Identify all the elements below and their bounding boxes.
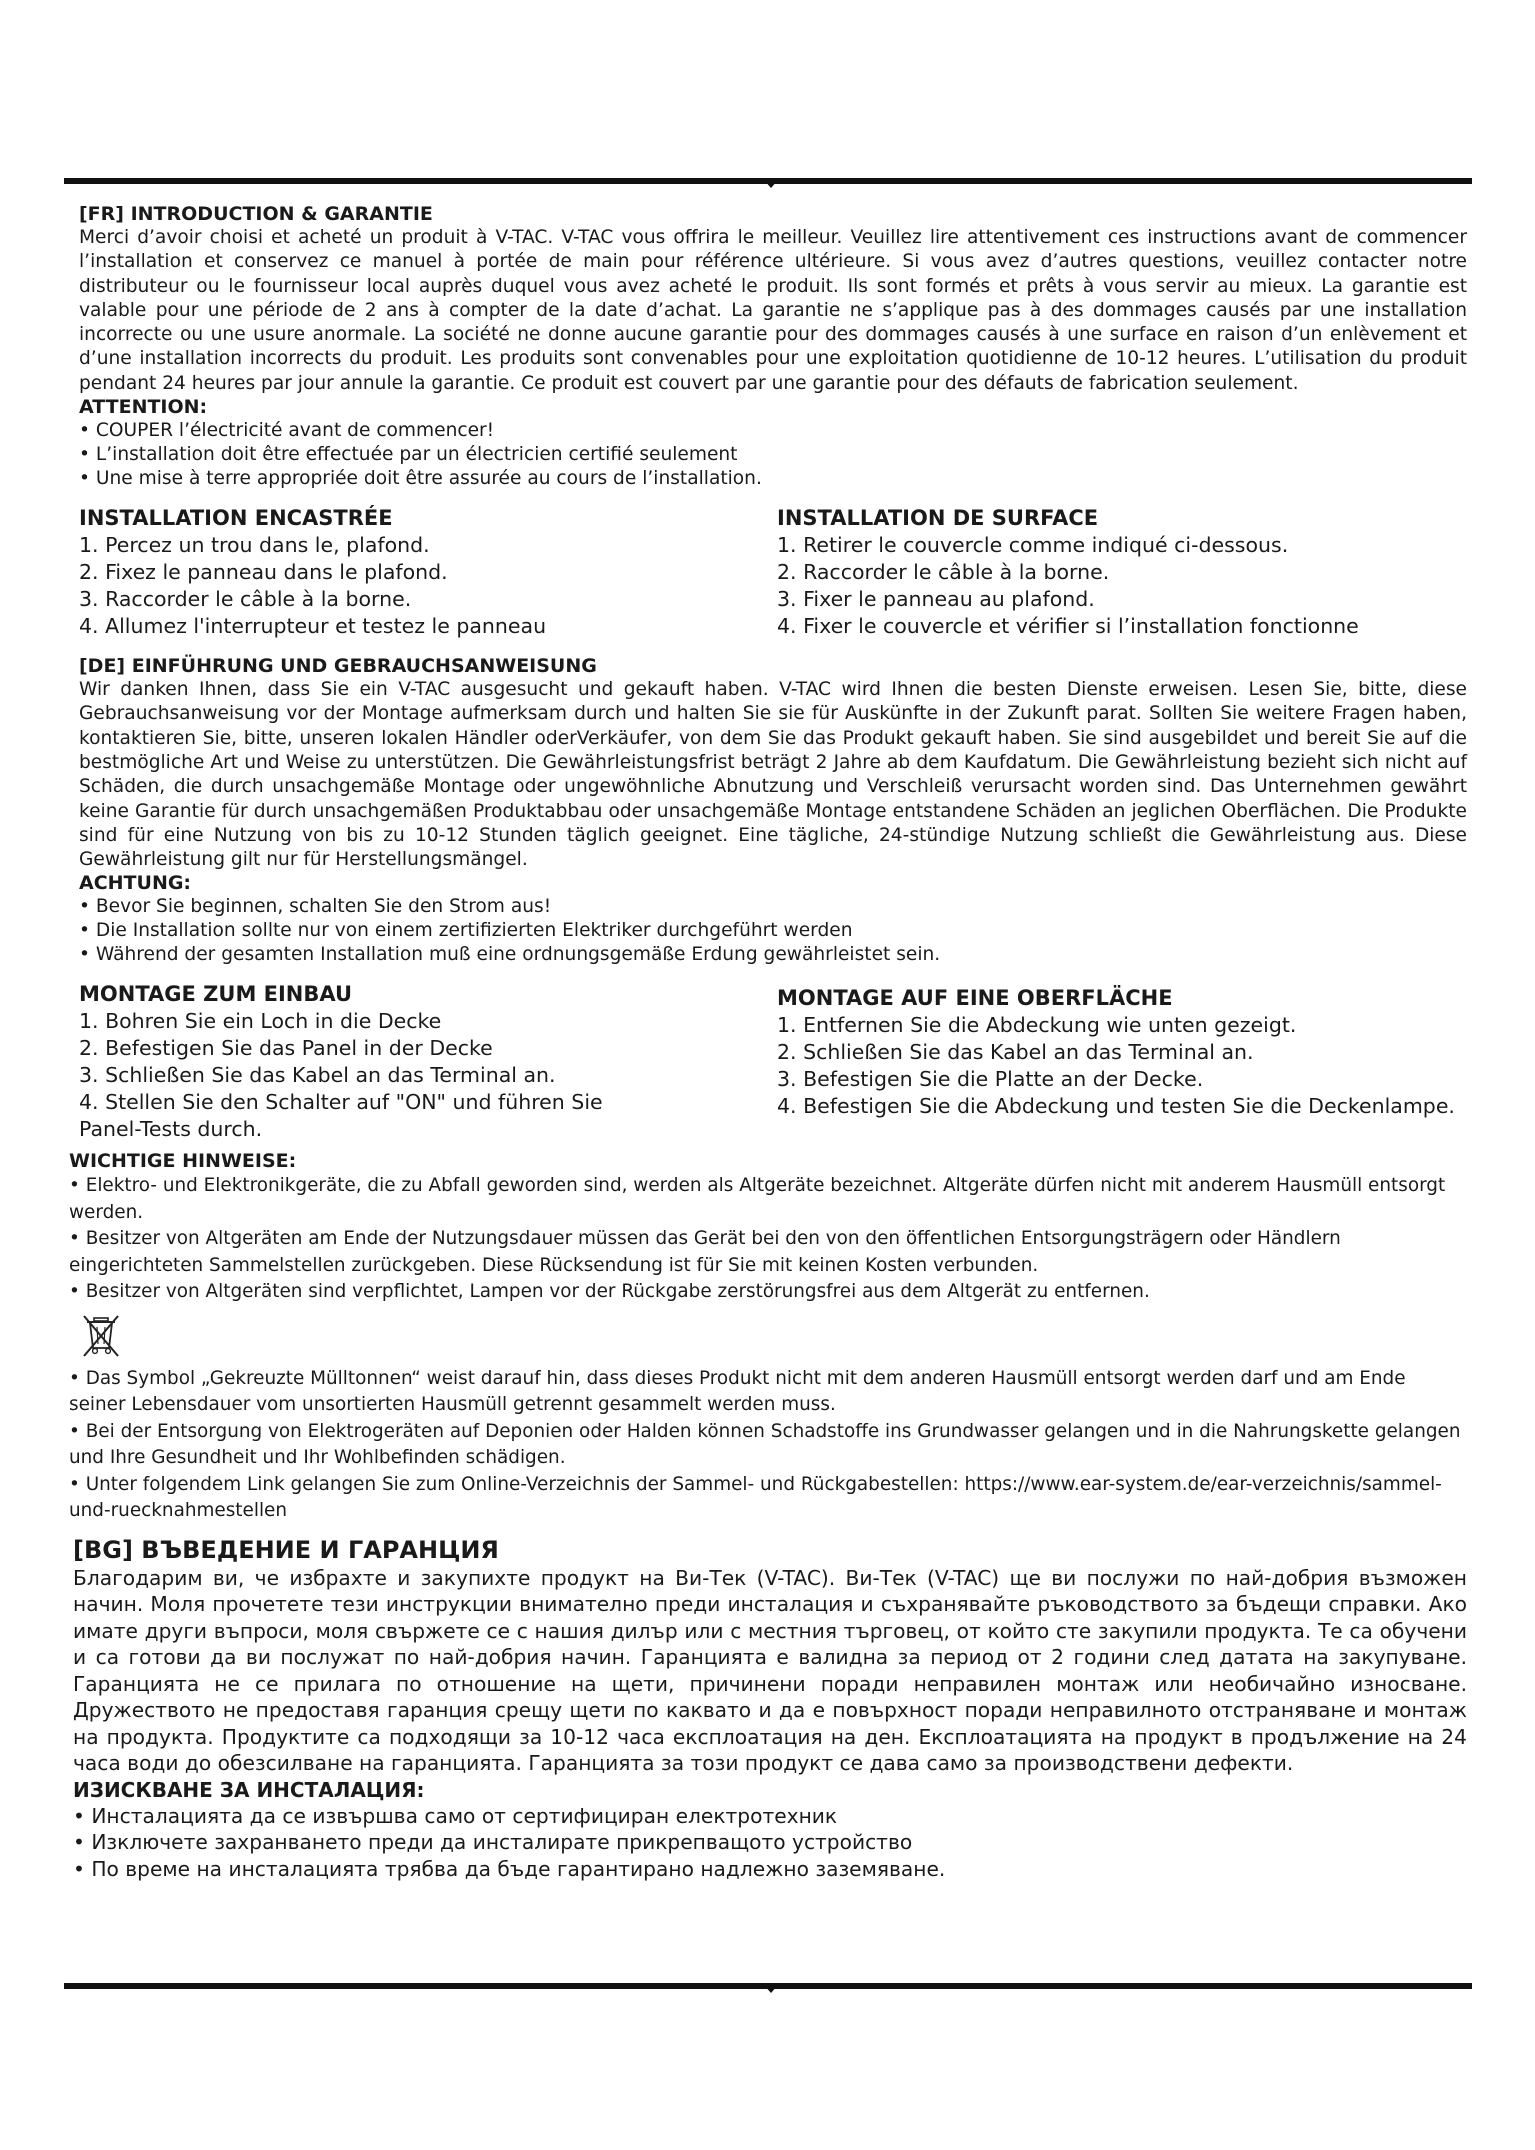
document-body (69, 202, 1467, 1882)
top-divider (64, 178, 1472, 184)
step-item: 4. Fixer le couvercle et vérifier si l’installation fonctionne (777, 614, 1359, 639)
de-surface-steps (777, 1012, 1467, 1120)
de-intro: Wir danken Ihnen, dass Sie ein V-TAC ausgesucht und gekauft haben. V-TAC wird Ihnen die besten Dienste erweisen. Lesen Sie, bitte, diese Gebrauchsanweisung vor der Montage aufmerksam durch und halten Sie sie für Auskünfte in der Zukunft parat. Sollten Sie weitere Fragen haben, kontaktieren Sie, bitte, unseren lokalen Händler oderVerkäufer, von dem Sie das Produkt gekauft haben. Sie sind ausgebildet und bereit Sie auf die bestmögliche Art und Weise zu unterstützen. Die Gewährleistungsfrist beträgt 2 Jahre ab dem Kaufdatum. Die Gewährleistung bezieht sich nicht auf Schäden, die durch unsachgemäße Montage oder ungewöhnliche Abnutzung und Verschleiß verursacht worden sind. Das Unternehmen gewährt keine Garantie für durch unsachgemäßen Produktabbau oder unsachgemäße Montage entstandene Schäden an jeglichen Oberflächen. Die Produkte sind für eine Nutzung von bis zu 10-12 Stunden täglich geeignet. Eine tägliche, 24-stündige Nutzung schließt die Gewährleistung aus. Diese Gewährleistung gilt nur für Herstellungsmängel. (79, 679, 1467, 871)
list-item: • Während der gesamten Installation muß eine ordnungsgemäße Erdung gewährleistet sein. (79, 943, 1467, 967)
de-recessed-steps (79, 1008, 639, 1143)
step-item: 3. Befestigen Sie die Platte an der Decke. (777, 1067, 1204, 1092)
step-item: 4. Befestigen Sie die Abdeckung und testen Sie die Deckenlampe. (777, 1094, 1455, 1119)
list-item: • Изключете захранването преди да инсталирате прикрепващото устройство (73, 1829, 1467, 1856)
note-paragraph: • Besitzer von Altgeräten am Ende der Nutzungsdauer müssen das Gerät bei den von den öffentlichen Entsorgungsträgern oder Händlern eingerichteten Sammelstellen zurückgeben. Diese Rücksendung ist für Sie mit keinen Kosten verbunden. (69, 1228, 1341, 1276)
de-recessed-title: MONTAGE ZUM EINBAU (79, 982, 353, 1007)
bg-requirements-label: ИЗИСКВАНЕ ЗА ИНСТАЛАЦИЯ: (73, 1777, 425, 1802)
step-item: 3. Raccorder le câble à la borne. (79, 587, 412, 612)
fr-installation-columns (79, 505, 1467, 640)
step-item: 1. Bohren Sie ein Loch in die Decke (79, 1009, 442, 1034)
fr-attention-list (79, 419, 1467, 491)
fr-surface-column (777, 505, 1467, 640)
fr-title: [FR] INTRODUCTION & GARANTIE (79, 203, 433, 225)
fr-surface-steps (777, 532, 1467, 640)
bg-section (73, 1535, 1467, 1883)
fr-recessed-title: INSTALLATION ENCASTRÉE (79, 506, 393, 531)
step-item: 4. Allumez l'interrupteur et testez le panneau (79, 614, 547, 639)
list-item: • COUPER l’électricité avant de commencer! (79, 419, 1467, 443)
step-item: 3. Schließen Sie das Kabel an das Terminal an. (79, 1063, 556, 1088)
fr-intro: Merci d’avoir choisi et acheté un produit à V-TAC. V-TAC vous offrira le meilleur. Veuillez lire attentivement ces instructions avant de commencer l’installation et conservez ce manuel à portée de main pour référence ultérieure. Si vous avez d’autres questions, veuillez contacter notre distributeur ou le fournisseur local auprès duquel vous avez acheté le produit. Ils sont formés et prêts à vous servir au mieux. La garantie est valable pour une période de 2 ans à compter de la date d’achat. La garantie ne s’applique pas à des dommages causés par une installation incorrecte ou une usure anormale. La société ne donne aucune garantie pour des dommages causés à une surface en raison d’un enlèvement et d’une installation incorrects du produit. Les produits sont convenables pour une exploitation quotidienne de 10-12 heures. L’utilisation du produit pendant 24 heures par jour annule la garantie. Ce produit est couvert par une garantie pour des défauts de fabrication seulement. (79, 227, 1467, 394)
bg-requirements-list (73, 1803, 1467, 1883)
step-item: 2. Raccorder le câble à la borne. (777, 560, 1110, 585)
note-paragraph: • Unter folgendem Link gelangen Sie zum Online-Verzeichnis der Sammel- und Rückgabestellen: https://www.ear-system.de/ear-verzeichnis/sammel-und-ruecknahmestellen (69, 1473, 1442, 1522)
step-item: 2. Schließen Sie das Kabel an das Terminal an. (777, 1040, 1254, 1065)
fr-attention-label: ATTENTION: (79, 396, 208, 419)
de-surface-title: MONTAGE AUF EINE OBERFLÄCHE (777, 986, 1173, 1011)
list-item: • Une mise à terre appropriée doit être assurée au cours de l’installation. (79, 467, 1467, 491)
step-item: 1. Retirer le couvercle comme indiqué ci-dessous. (777, 533, 1289, 558)
step-item: 3. Fixer le panneau au plafond. (777, 587, 1095, 612)
de-notes (69, 1149, 1467, 1525)
bottom-divider (64, 1983, 1472, 1989)
de-notes-title: WICHTIGE HINWEISE: (69, 1150, 297, 1173)
list-item: • L’installation doit être effectuée par un électricien certifié seulement (79, 443, 1467, 467)
bg-title: [BG] ВЪВЕДЕНИЕ И ГАРАНЦИЯ (73, 1535, 499, 1564)
de-recessed-column (79, 981, 639, 1143)
note-paragraph: • Das Symbol „Gekreuzte Mülltonnen“ weist darauf hin, dass dieses Produkt nicht mit dem anderen Hausmüll entsorgt werden darf und am Ende seiner Lebensdauer vom unsortierten Hausmüll getrennt gesammelt werden muss. (69, 1367, 1406, 1416)
note-paragraph: • Bei der Entsorgung von Elektrogeräten auf Deponien oder Halden können Schadstoffe ins Grundwasser gelangen und in die Nahrungskette gelangen und Ihre Gesundheit und Ihr Wohlbefinden schädigen. (69, 1420, 1461, 1469)
step-item: 2. Fixez le panneau dans le plafond. (79, 560, 448, 585)
de-surface-column (777, 981, 1467, 1143)
list-item: • Bevor Sie beginnen, schalten Sie den Strom aus! (79, 895, 1467, 919)
fr-section (79, 202, 1467, 640)
step-item: 2. Befestigen Sie das Panel in der Decke (79, 1036, 493, 1061)
de-attention-list (79, 895, 1467, 967)
step-item: 4. Stellen Sie den Schalter auf "ON" und führen Sie Panel-Tests durch. (79, 1090, 603, 1142)
de-attention-label: ACHTUNG: (79, 872, 192, 895)
note-paragraph: • Elektro- und Elektronikgeräte, die zu Abfall geworden sind, werden als Altgeräte bezeichnet. Altgeräte dürfen nicht mit anderem Hausmüll entsorgt werden. (69, 1175, 1446, 1223)
list-item: • Инсталацията да се извършва само от сертифициран електротехник (73, 1803, 1467, 1830)
de-installation-columns (79, 981, 1467, 1143)
fr-surface-title: INSTALLATION DE SURFACE (777, 506, 1099, 531)
crossed-bin-icon (81, 1314, 121, 1360)
de-section (69, 654, 1467, 1525)
note-paragraph: • Besitzer von Altgeräten sind verpflichtet, Lampen vor der Rückgabe zerstörungsfrei aus dem Altgerät zu entfernen. (69, 1281, 1150, 1303)
fr-recessed-column (79, 505, 639, 640)
step-item: 1. Entfernen Sie die Abdeckung wie unten gezeigt. (777, 1013, 1297, 1038)
de-title: [DE] EINFÜHRUNG UND GEBRAUCHSANWEISUNG (79, 655, 597, 678)
list-item: • По време на инсталацията трябва да бъде гарантирано надлежно заземяване. (73, 1856, 1467, 1883)
fr-recessed-steps (79, 532, 639, 640)
step-item: 1. Percez un trou dans le, plafond. (79, 533, 430, 558)
bg-intro: Благодарим ви, че избрахте и закупихте продукт на Ви-Тек (V-TAC). Ви-Тек (V-TAC) ще ви послужи по най-добрия възможен начин. Моля прочетете тези инструкции внимателно преди инсталация и съхранявайте ръководството за бъдещи справки. Ако имате други въпроси, моля свържете се с нашия дилър или с местния търговец, от който сте закупили продукта. Те са обучени и са готови да ви послужат по най-добрия начин. Гаранцията е валидна за период от 2 години след датата на закупуване. Гаранцията не се прилага по отношение на щети, причинени поради неправилен монтаж или необичайно износване. Дружеството не предоставя гаранция срещу щети по каквато и да е повърхност поради неправилното отстраняване и монтаж на продукта. Продуктите са подходящи за 10-12 часа експлоатация на ден. Експлоатацията на продукт в продължение на 24 часа води до обезсилване на гаранцията. Гаранцията за този продукт се дава само за производствени дефекти. (73, 1565, 1467, 1776)
list-item: • Die Installation sollte nur von einem zertifizierten Elektriker durchgeführt werden (79, 919, 1467, 943)
